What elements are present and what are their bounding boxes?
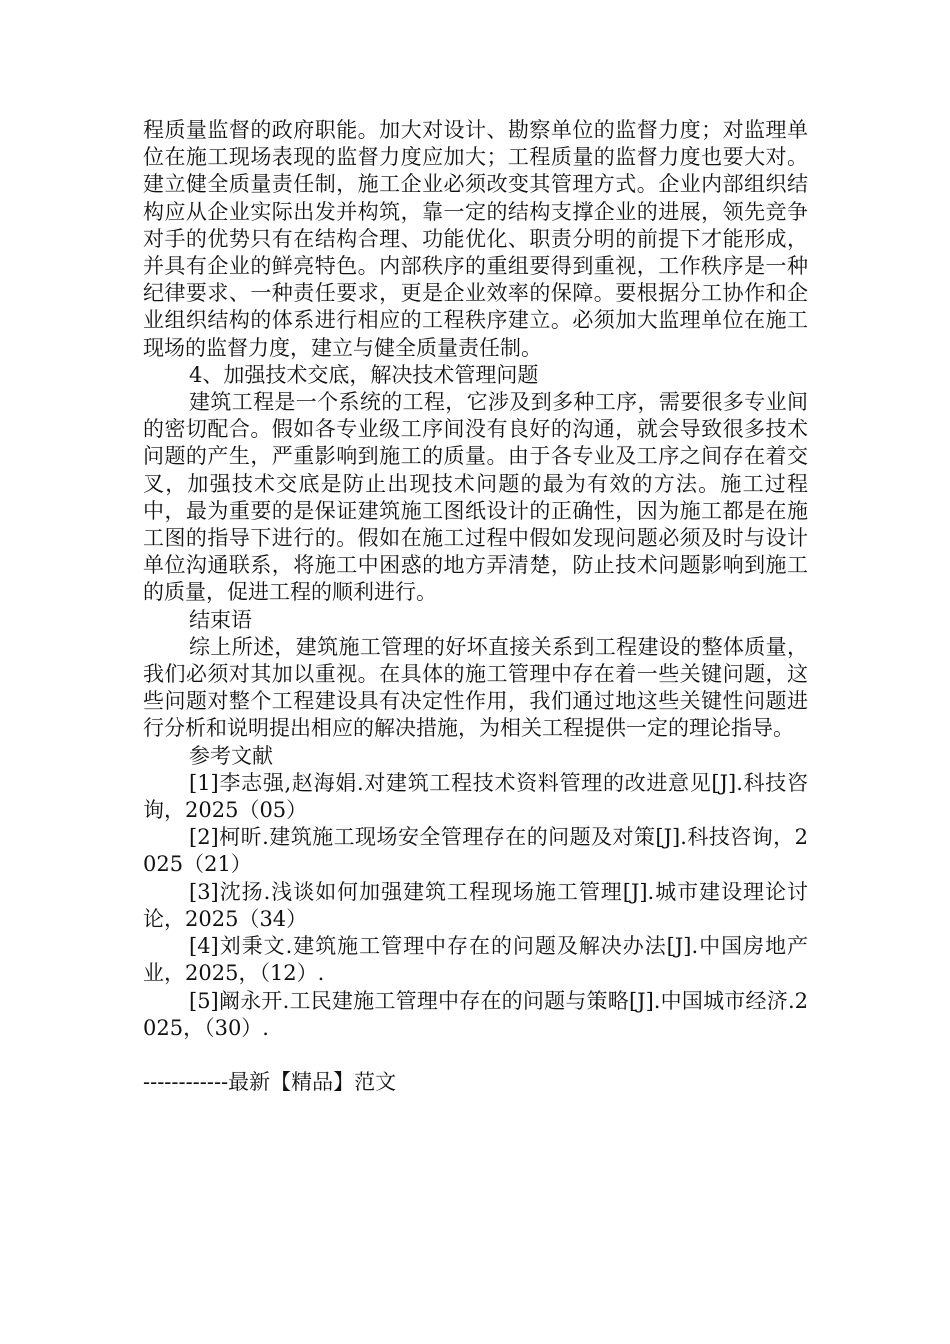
- reference-item-1: [1]李志强,赵海娟.对建筑工程技术资料管理的改进意见[J].科技咨询，2025（05）: [143, 770, 808, 823]
- conclusion-heading: 结束语: [189, 607, 252, 632]
- section-4-heading: 4、加强技术交底，解决技术管理问题: [189, 362, 539, 387]
- reference-item-5: [5]阚永开.工民建施工管理中存在的问题与策略[J].中国城市经济.2025，（30）.: [143, 988, 808, 1040]
- reference-item-2: [2]柯昕.建筑施工现场安全管理存在的问题及对策[J].科技咨询，2025（21）: [143, 825, 808, 877]
- document-body: [143, 117, 808, 1042]
- continued-paragraph: 程质量监督的政府职能。加大对设计、勘察单位的监督力度；对监理单位在施工现场表现的监督力度应加大；工程质量的监督力度也要大对。建立健全质量责任制，施工企业必须改变其管理方式。企业内部组织结构应从企业实际出发并构筑，靠一定的结构支撑企业的进展，领先竞争对手的优势只有在结构合理、功能优化、职责分明的前提下才能形成，并具有企业的鲜亮特色。内部秩序的重组要得到重视，工作秩序是一种纪律要求、一种责任要求，更是企业效率的保障。要根据分工协作和企业组织结构的体系进行相应的工程秩序建立。必须加大监理单位在施工现场的监督力度，建立与健全质量责任制。: [143, 118, 808, 360]
- references-list: [143, 770, 808, 1042]
- section-4-paragraph: 建筑工程是一个系统的工程，它涉及到多种工序，需要很多专业间的密切配合。假如各专业级工序间没有良好的沟通，就会导致很多技术问题的产生，严重影响到施工的质量。由于各专业及工序之间存在着交叉，加强技术交底是防止出现技术问题的最为有效的方法。施工过程中，最为重要的是保证建筑施工图纸设计的正确性，因为施工都是在施工图的指导下进行的。假如在施工过程中假如发现问题必须及时与设计单位沟通联系，将施工中困惑的地方弄清楚，防止技术问题影响到施工的质量，促进工程的顺利进行。: [143, 390, 808, 605]
- reference-item-4: [4]刘秉文.建筑施工管理中存在的问题及解决办法[J].中国房地产业，2025，（12）.: [143, 934, 808, 986]
- footer-banner: ------------最新【精品】范文: [143, 1070, 397, 1094]
- reference-item-3: [3]沈扬.浅谈如何加强建筑工程现场施工管理[J].城市建设理论讨论，2025（34）: [143, 879, 808, 931]
- references-heading: 参考文献: [189, 743, 273, 768]
- conclusion-paragraph: 综上所述，建筑施工管理的好坏直接关系到工程建设的整体质量，我们必须对其加以重视。在具体的施工管理中存在着一些关键问题，这些问题对整个工程建设具有决定性作用，我们通过地这些关键性问题进行分析和说明提出相应的解决措施，为相关工程提供一定的理论指导。: [143, 634, 808, 741]
